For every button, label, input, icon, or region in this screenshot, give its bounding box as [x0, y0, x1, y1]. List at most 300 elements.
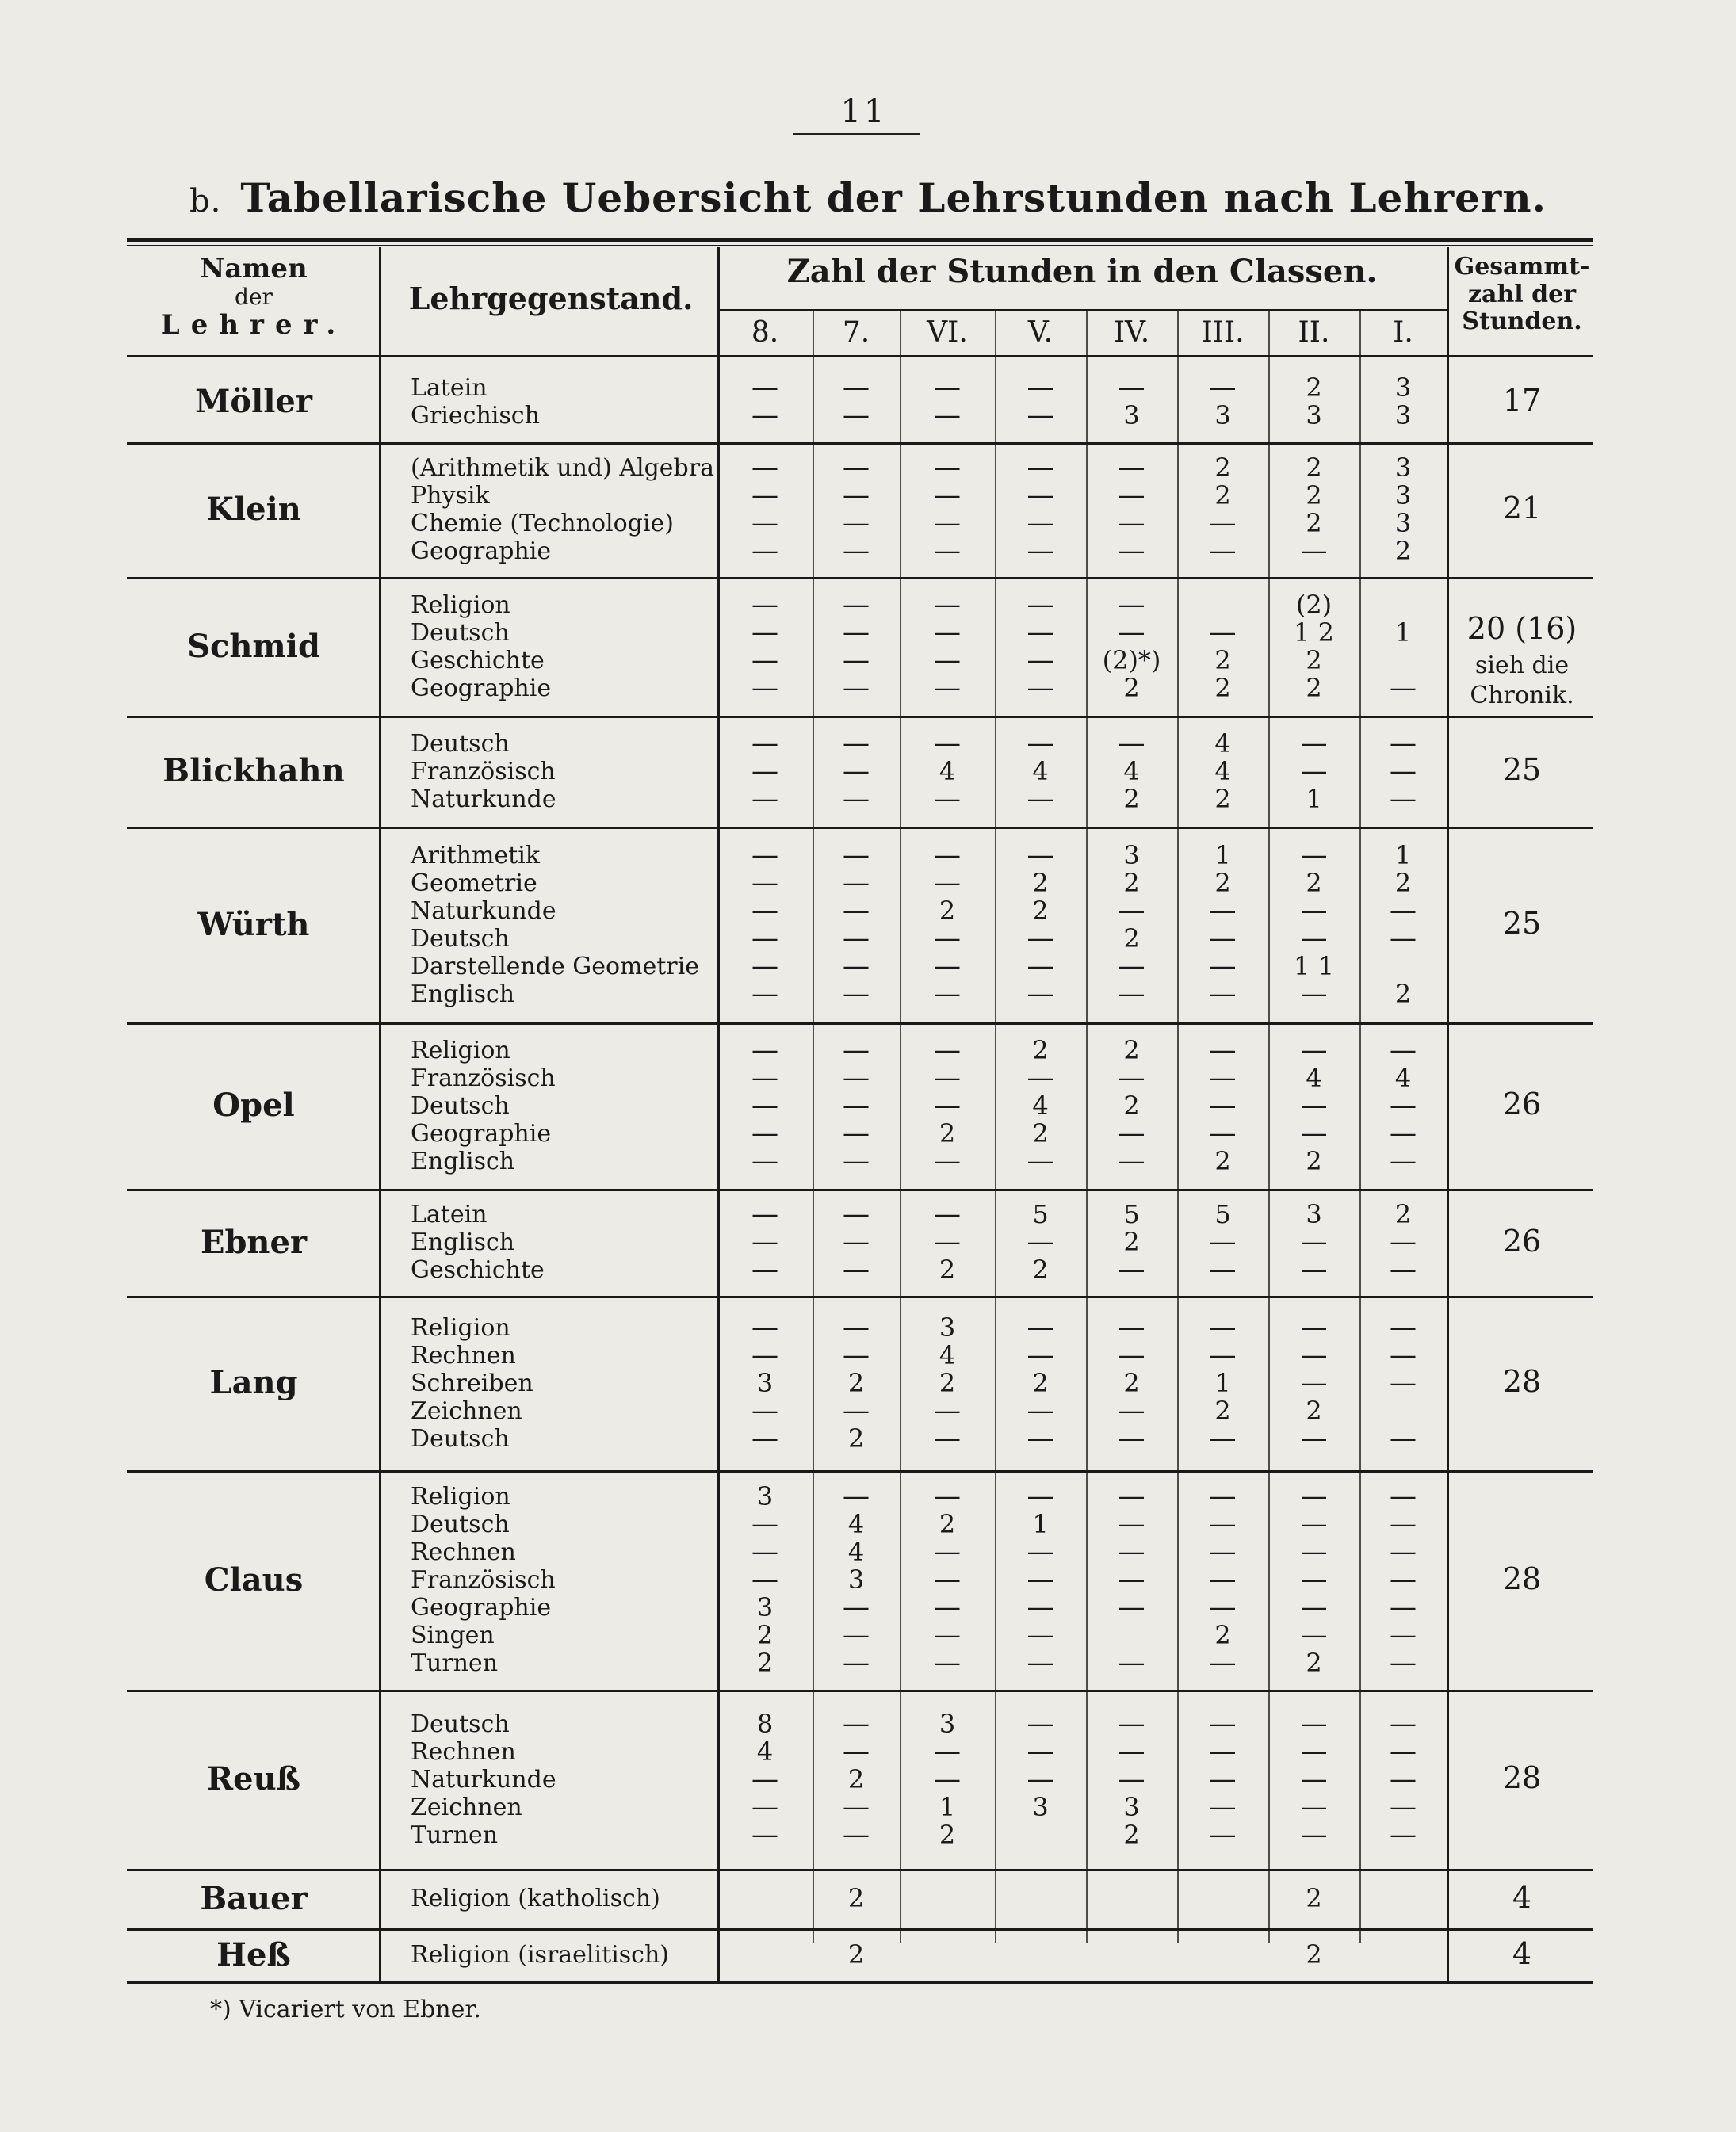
hours-cell: 2: [1032, 867, 1049, 898]
hours-cell: —: [1118, 1422, 1145, 1454]
hours-cell: —: [1118, 1536, 1145, 1568]
hours-cell: 3: [1394, 453, 1412, 483]
hours-cell: —: [1300, 535, 1328, 567]
hours-cell: —: [934, 1089, 961, 1121]
hours-cell: —: [751, 1254, 778, 1286]
hours-cell: —: [751, 1226, 778, 1258]
hours-cell: 2: [939, 1509, 956, 1539]
subject-label: Englisch: [411, 1228, 515, 1256]
hours-cell: —: [1209, 949, 1237, 982]
hours-cell: 2: [939, 1367, 956, 1398]
hours-cell: —: [1027, 480, 1054, 511]
hours-cell: —: [1027, 1735, 1054, 1767]
hours-cell: —: [934, 399, 961, 431]
hours-cell: —: [751, 452, 778, 483]
teacher-name: Reuß: [206, 1760, 301, 1798]
subject-label: Religion: [411, 590, 510, 619]
subject-label: Chemie (Technologie): [411, 510, 674, 537]
hours-cell: —: [1027, 1647, 1054, 1679]
hours-cell: —: [843, 1254, 870, 1286]
subject-label: Religion: [411, 1036, 510, 1064]
hours-cell: —: [1118, 1508, 1145, 1540]
hours-cell: —: [843, 371, 870, 403]
hours-cell: 1: [1394, 839, 1412, 870]
hours-cell: —: [843, 399, 870, 431]
hours-cell: —: [1027, 1591, 1054, 1623]
hours-cell: —: [1300, 1508, 1328, 1540]
hours-cell: 2: [1394, 536, 1412, 566]
subject-label: Darstellende Geometrie: [411, 952, 699, 980]
hours-cell: —: [1390, 782, 1417, 815]
hours-cell: 3: [847, 1565, 865, 1595]
subject-label: Geographie: [411, 537, 552, 565]
hours-cell: 2: [939, 1819, 956, 1850]
header-total: [1451, 254, 1593, 336]
hours-cell: 2: [847, 1763, 865, 1794]
hours-cell: —: [1027, 1707, 1054, 1740]
teacher-name: Ebner: [200, 1223, 308, 1261]
hours-cell: 2: [1123, 867, 1140, 898]
hours-cell: —: [751, 782, 778, 815]
hours-cell: —: [751, 616, 778, 648]
hours-cell: —: [843, 782, 870, 815]
hours-cell: —: [843, 452, 870, 483]
hours-cell: —: [1209, 1034, 1237, 1066]
hours-cell: —: [1390, 1089, 1417, 1121]
hours-cell: —: [1027, 782, 1054, 815]
hours-cell: —: [1390, 1481, 1417, 1512]
hours-cell: —: [843, 1647, 870, 1679]
hours-cell: —: [934, 1536, 961, 1568]
class-label-1: 7.: [842, 316, 870, 349]
teacher-separator-4: [127, 1022, 1593, 1025]
header-names-line2: der: [235, 284, 273, 311]
hours-cell: —: [1209, 977, 1237, 1010]
hours-cell: —: [843, 1818, 870, 1851]
hours-cell: —: [934, 507, 961, 539]
hours-cell: —: [1209, 1311, 1237, 1343]
hours-cell: —: [934, 1422, 961, 1454]
subject-label: Rechnen: [411, 1737, 516, 1766]
hours-cell: 3: [1394, 372, 1412, 403]
hours-cell: —: [751, 1508, 778, 1540]
teacher-name: Claus: [204, 1561, 304, 1599]
hours-cell: —: [751, 1763, 778, 1795]
hours-cell: 4: [939, 1339, 956, 1370]
hours-cell: —: [934, 535, 961, 567]
teacher-separator-9: [127, 1869, 1593, 1871]
hours-cell: —: [1027, 1422, 1054, 1454]
hours-cell: —: [751, 1061, 778, 1094]
hours-cell: —: [1027, 1061, 1054, 1094]
teacher-separator-5: [127, 1189, 1593, 1191]
hours-cell: 2: [1123, 1819, 1140, 1850]
hours-cell: —: [843, 1117, 870, 1149]
hours-cell: 2: [1306, 644, 1322, 675]
hours-cell: 2: [1214, 1145, 1231, 1176]
hours-cell: —: [751, 1034, 778, 1066]
header-names-line1: Namen: [200, 253, 308, 285]
hours-cell: —: [934, 1619, 961, 1651]
hours-cell: 1: [1394, 617, 1412, 648]
hours-cell: 2: [1306, 1648, 1322, 1678]
teacher-separator-0: [127, 442, 1593, 445]
hours-cell: —: [843, 1591, 870, 1623]
hours-cell: 2: [1214, 1620, 1231, 1650]
hours-cell: —: [843, 1061, 870, 1094]
hours-cell: —: [843, 1198, 870, 1230]
hours-cell: —: [843, 644, 870, 676]
hours-cell: —: [1209, 1481, 1237, 1512]
hours-cell: —: [751, 1818, 778, 1851]
hours-cell: —: [751, 839, 778, 871]
subject-label: Englisch: [411, 1147, 515, 1175]
hours-cell: —: [1300, 1591, 1328, 1623]
hours-cell: —: [751, 1089, 778, 1121]
hours-cell: —: [1027, 949, 1054, 982]
hours-cell: 1: [1214, 1367, 1231, 1398]
hours-cell: —: [1300, 1117, 1328, 1149]
hours-cell: —: [934, 452, 961, 483]
hours-cell: 3: [939, 1312, 956, 1343]
subject-label: Physik: [411, 482, 490, 510]
teacher-total: 25: [1502, 752, 1542, 787]
hours-cell: —: [751, 371, 778, 403]
teacher-total: 21: [1502, 491, 1542, 525]
subject-label: Deutsch: [411, 1710, 510, 1738]
header-top-rule-thin: [127, 245, 1593, 246]
hours-cell: —: [934, 644, 961, 676]
hours-cell: —: [1390, 1647, 1417, 1679]
hours-cell: —: [1209, 1790, 1237, 1823]
hours-cell: 5: [1214, 1199, 1231, 1229]
hours-cell: —: [1118, 1061, 1145, 1094]
subject-label: Religion: [411, 1313, 510, 1342]
hours-cell: 2: [847, 1367, 865, 1398]
class-label-6: II.: [1298, 316, 1330, 349]
page-number-rule: [793, 133, 920, 135]
teacher-total-note: sieh die Chronik.: [1470, 651, 1574, 709]
subject-label: Geometrie: [411, 869, 537, 897]
hours-cell: —: [1209, 535, 1237, 567]
hours-cell: —: [751, 922, 778, 954]
hours-cell: —: [1209, 1564, 1237, 1595]
hours-cell: —: [1209, 1422, 1237, 1454]
hours-cell: 2: [1214, 672, 1231, 703]
hours-cell: 2: [1032, 1367, 1049, 1398]
hours-cell: —: [843, 616, 870, 648]
header-hours: Zahl der Stunden in den Classen.: [786, 253, 1378, 290]
hours-cell: —: [843, 839, 870, 871]
hours-cell: 2: [1214, 783, 1231, 814]
hours-cell: —: [751, 1339, 778, 1371]
hours-cell: —: [1027, 507, 1054, 539]
hours-cell: —: [1390, 1536, 1417, 1568]
title-text: Tabellarische Uebersicht der Lehrstunden nach Lehrern.: [240, 174, 1547, 221]
hours-cell: —: [843, 1707, 870, 1740]
subject-label: Deutsch: [411, 1511, 510, 1538]
hours-cell: —: [1118, 588, 1145, 621]
subject-label: Turnen: [411, 1649, 499, 1677]
hours-cell: —: [1390, 894, 1417, 927]
teacher-separator-1: [127, 577, 1593, 579]
hours-cell: —: [1027, 452, 1054, 483]
hours-cell: —: [1027, 727, 1054, 759]
subject-label: Französisch: [411, 757, 556, 785]
classes-subheader-rule: [717, 309, 1447, 311]
hours-cell: (2)*): [1102, 644, 1161, 675]
hours-cell: —: [751, 644, 778, 676]
hours-cell: 2: [756, 1620, 774, 1650]
subject-label: Deutsch: [411, 1424, 510, 1453]
title-letter: b.: [189, 183, 222, 220]
hours-cell: 2: [1306, 1145, 1322, 1176]
hours-cell: —: [1300, 894, 1328, 927]
table-bottom-rule: [127, 1981, 1593, 1984]
hours-cell: 2: [847, 1423, 865, 1454]
hours-cell: —: [934, 1481, 961, 1512]
teacher-name: Schmid: [187, 627, 320, 665]
teacher-total: 28: [1502, 1364, 1542, 1399]
subject-label: Turnen: [411, 1821, 499, 1849]
hours-cell: —: [751, 671, 778, 704]
hours-cell: 2: [1123, 672, 1140, 703]
hours-cell: —: [1390, 1144, 1417, 1177]
hours-cell: —: [1118, 535, 1145, 567]
hours-cell: —: [934, 839, 961, 871]
hours-cell: —: [1209, 1818, 1237, 1851]
hours-cell: —: [934, 480, 961, 511]
hours-cell: 4: [1214, 755, 1231, 786]
hours-cell: —: [1027, 371, 1054, 403]
hours-cell: 4: [1394, 1062, 1412, 1093]
hours-cell: 1 2: [1294, 617, 1334, 648]
hours-cell: —: [1390, 1034, 1417, 1066]
subject-label: Rechnen: [411, 1538, 516, 1566]
hours-cell: —: [751, 755, 778, 787]
hours-cell: —: [1209, 1536, 1237, 1568]
teacher-separator-7: [127, 1470, 1593, 1473]
hours-cell: —: [843, 922, 870, 954]
subject-label: Naturkunde: [411, 896, 556, 925]
hours-cell: 1: [1032, 1509, 1049, 1539]
hours-cell: 2: [1306, 1939, 1322, 1970]
hours-cell: —: [934, 922, 961, 954]
teacher-total: 28: [1502, 1561, 1542, 1596]
hours-cell: 2: [1123, 1227, 1140, 1257]
hours-cell: —: [1209, 1117, 1237, 1149]
hours-cell: —: [1209, 1647, 1237, 1679]
subject-label: Religion (katholisch): [411, 1885, 660, 1912]
hours-cell: —: [843, 866, 870, 899]
hours-cell: —: [1027, 1619, 1054, 1651]
hours-cell: —: [751, 894, 778, 927]
hours-cell: —: [843, 949, 870, 982]
hours-cell: —: [1209, 1735, 1237, 1767]
hours-cell: 2: [847, 1939, 865, 1970]
hours-cell: —: [1390, 1366, 1417, 1399]
hours-cell: —: [1390, 922, 1417, 954]
hours-cell: 2: [1394, 867, 1412, 898]
hours-cell: 3: [1032, 1791, 1049, 1822]
hours-cell: —: [1390, 727, 1417, 759]
hours-cell: —: [843, 1619, 870, 1651]
hours-cell: 2: [1123, 1034, 1140, 1065]
hours-cell: —: [934, 1226, 961, 1258]
hours-cell: —: [1027, 1226, 1054, 1258]
hours-cell: —: [751, 1536, 778, 1568]
header-subject: Lehrgegenstand.: [408, 281, 694, 316]
hours-cell: —: [751, 1422, 778, 1454]
hours-cell: —: [1300, 1422, 1328, 1454]
hours-cell: —: [843, 894, 870, 927]
hours-cell: —: [843, 671, 870, 704]
page-number: 11: [840, 94, 888, 130]
subject-label: (Arithmetik und) Algebra: [411, 454, 714, 482]
hours-cell: 2: [939, 895, 956, 926]
hours-cell: —: [1390, 1339, 1417, 1371]
subject-label: Deutsch: [411, 924, 510, 953]
hours-cell: —: [1027, 535, 1054, 567]
hours-cell: 3: [1123, 839, 1140, 870]
hours-cell: —: [843, 1481, 870, 1512]
hours-cell: —: [934, 1061, 961, 1094]
hours-cell: —: [1300, 1735, 1328, 1767]
hours-cell: —: [1118, 1735, 1145, 1767]
subject-label: Deutsch: [411, 618, 510, 647]
hours-cell: 3: [1214, 399, 1231, 430]
teacher-name: Würth: [197, 905, 310, 943]
hours-cell: —: [1390, 1422, 1417, 1454]
hours-cell: —: [1209, 1339, 1237, 1371]
hours-cell: 2: [847, 1883, 865, 1913]
subject-label: Deutsch: [411, 729, 510, 758]
hours-cell: —: [1118, 1311, 1145, 1343]
header-bottom-rule: [127, 355, 1593, 357]
hours-cell: —: [751, 588, 778, 621]
hours-cell: —: [1390, 1707, 1417, 1740]
hours-cell: —: [843, 1311, 870, 1343]
hours-cell: —: [1027, 644, 1054, 676]
teacher-total: 26: [1502, 1223, 1542, 1259]
hours-cell: —: [1300, 1564, 1328, 1595]
header-names-line3: Lehrer.: [160, 309, 347, 342]
hours-cell: —: [751, 1144, 778, 1177]
class-label-7: I.: [1393, 316, 1413, 349]
hours-cell: —: [1118, 480, 1145, 511]
teacher-total: 20 (16): [1466, 610, 1577, 646]
hours-cell: —: [1390, 1619, 1417, 1651]
teacher-separator-8: [127, 1690, 1593, 1692]
hours-cell: 2: [1123, 923, 1140, 953]
class-label-3: V.: [1027, 316, 1053, 349]
hours-cell: 2: [1306, 480, 1322, 510]
hours-cell: —: [1027, 1394, 1054, 1427]
hours-cell: 3: [1394, 399, 1412, 430]
subject-label: Französisch: [411, 1064, 556, 1092]
hours-cell: —: [751, 1790, 778, 1823]
hours-cell: —: [1300, 839, 1328, 871]
hours-cell: —: [843, 507, 870, 539]
hours-cell: —: [843, 1089, 870, 1121]
hours-cell: 3: [1123, 399, 1140, 430]
hours-cell: 2: [1306, 867, 1322, 898]
hours-cell: 2: [1032, 895, 1049, 926]
hours-cell: —: [1209, 1226, 1237, 1258]
hours-cell: —: [1300, 1818, 1328, 1851]
teacher-name: Klein: [206, 491, 301, 528]
hours-cell: —: [1027, 1339, 1054, 1371]
hours-cell: —: [1118, 949, 1145, 982]
subject-label: Schreiben: [411, 1369, 533, 1397]
teacher-separator-10: [127, 1928, 1593, 1931]
hours-cell: —: [1390, 671, 1417, 704]
hours-cell: 4: [1032, 755, 1049, 786]
hours-cell: —: [934, 671, 961, 704]
hours-cell: 1: [1214, 839, 1231, 870]
hours-cell: 2: [1306, 453, 1322, 483]
hours-cell: —: [1390, 1254, 1417, 1286]
hours-cell: —: [751, 507, 778, 539]
hours-cell: —: [1390, 1117, 1417, 1149]
hours-cell: —: [1118, 507, 1145, 539]
hours-cell: —: [1390, 1508, 1417, 1540]
hours-cell: —: [934, 949, 961, 982]
hours-cell: —: [751, 1564, 778, 1595]
hours-cell: 2: [1214, 1395, 1231, 1426]
hours-cell: —: [1300, 1089, 1328, 1121]
hours-cell: —: [1390, 1226, 1417, 1258]
hours-cell: —: [1300, 1536, 1328, 1568]
hours-cell: —: [1209, 1707, 1237, 1740]
hours-cell: 2: [1032, 1118, 1049, 1148]
hours-cell: —: [1027, 922, 1054, 954]
page-title: [0, 174, 1736, 221]
hours-cell: 2: [1032, 1255, 1049, 1285]
hours-cell: —: [1300, 922, 1328, 954]
hours-cell: —: [1300, 1763, 1328, 1795]
hours-cell: —: [1027, 977, 1054, 1010]
hours-cell: —: [1209, 507, 1237, 539]
hours-cell: —: [1118, 1591, 1145, 1623]
hours-cell: —: [934, 727, 961, 759]
hours-cell: 3: [1306, 1199, 1322, 1229]
hours-cell: 3: [756, 1592, 774, 1622]
hours-cell: —: [1118, 371, 1145, 403]
teacher-name: Opel: [212, 1087, 295, 1124]
hours-cell: —: [1300, 1226, 1328, 1258]
hours-cell: 4: [1214, 728, 1231, 758]
hours-cell: —: [843, 1735, 870, 1767]
subject-label: Geographie: [411, 674, 552, 702]
hours-cell: —: [1300, 1707, 1328, 1740]
hours-cell: 4: [847, 1537, 865, 1567]
header-total-line3: Stunden.: [1462, 308, 1582, 335]
hours-cell: 3: [1123, 1791, 1140, 1822]
hours-cell: —: [934, 616, 961, 648]
hours-cell: —: [1300, 727, 1328, 759]
subject-label: Deutsch: [411, 1091, 510, 1120]
teacher-name: Heß: [216, 1935, 291, 1973]
teacher-total: 28: [1502, 1760, 1542, 1795]
hours-cell: —: [843, 1144, 870, 1177]
teacher-separator-2: [127, 716, 1593, 718]
header-top-rule-thick: [127, 238, 1593, 242]
hours-cell: —: [1390, 1591, 1417, 1623]
hours-cell: 2: [1214, 480, 1231, 510]
footnote: *) Vicariert von Ebner.: [210, 1996, 481, 2023]
hours-cell: 2: [1032, 1034, 1049, 1065]
